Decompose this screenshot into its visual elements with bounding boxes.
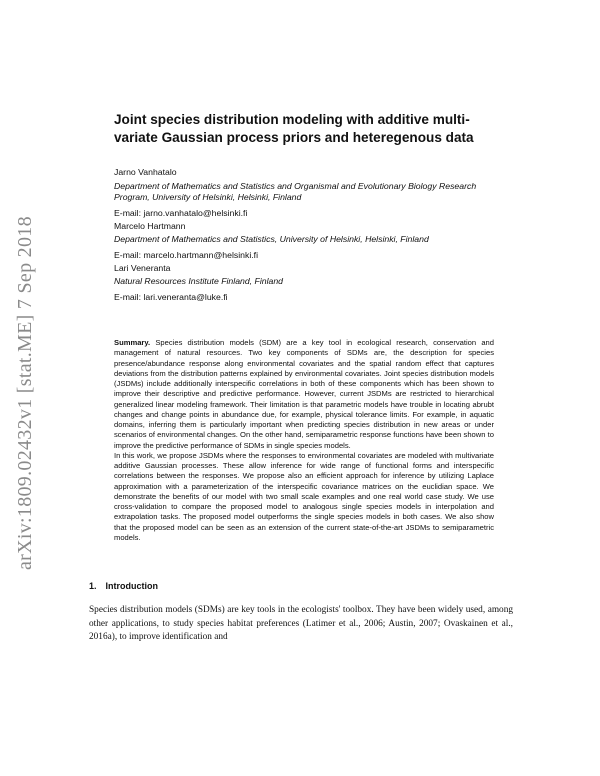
section-heading <box>89 581 158 591</box>
author-affiliation: Department of Mathematics and Statistics and Organismal and Evolutionary Biology Research Program, University of Helsinki, Helsinki, Finland <box>114 180 477 202</box>
abstract-text-1: Species distribution models (SDM) are a key tool in ecological research, conservation and management of natural resources. Two key components of SDMs are, the description for species presence/abundance response along environmental covariates and the spatial random effect that captures deviations from the distribution patterns explained by environmental covariates. Joint species distribution models (JSDMs) include additionally interspecific correlations in both of these components which has been shown to improve their descriptive and predictive performance. However, current JSDMs are restricted to hierarchical generalized linear modeling framework. Their limitation is that parametric models have trouble in locating abrubt changes and change points in abundance due, for example, physical tolerance limits. For example, in aquatic domains, inferring them is particularly important when predicting species distribution in new areas or under scenarios of environmental changes. On the other hand, semiparametric response functions have been shown to improve the predictive performance of SDMs in single species models. <box>114 338 494 450</box>
section-title: Introduction <box>105 581 159 591</box>
author-affiliation: Department of Mathematics and Statistics, University of Helsinki, Helsinki, Finland <box>114 234 429 244</box>
abstract-label: Summary. <box>114 338 151 347</box>
title-line-2: variate Gaussian process priors and heteregenous data <box>114 130 474 145</box>
author-block <box>114 262 494 304</box>
paper-title <box>114 111 494 147</box>
author-email: E-mail: marcelo.hartmann@helsinki.fi <box>114 249 259 260</box>
author-name: Marcelo Hartmann <box>114 220 186 231</box>
abstract-paragraph-1 <box>114 338 494 451</box>
section-number: 1. <box>89 581 97 591</box>
author-email: E-mail: lari.veneranta@luke.fi <box>114 291 228 302</box>
author-block <box>114 220 494 262</box>
author-name: Jarno Vanhatalo <box>114 167 177 177</box>
author-affiliation: Natural Resources Institute Finland, Finland <box>114 276 284 286</box>
author-list <box>114 166 494 304</box>
abstract-paragraph-2: In this work, we propose JSDMs where the responses to environmental covariates are modeled with multivariate additive Gaussian processes. These allow inference for wide range of functional forms and interspecific correlations between the responses. We propose also an efficient approach for inference by utilizing Laplace approximation with a parameterization of the interspecific covariance matrices on the euclidian space. We demonstrate the benefits of our model with two small scale examples and one real world case study. We use cross-validation to compare the proposed model to analogous single species models in interpolation and extrapolation tasks. The proposed model outperforms the single species models in both cases. We also show that the proposed model can be seen as an extension of the current state-of-the-art JSDMs to semiparametric models. <box>114 450 494 542</box>
arxiv-identifier-stamp: arXiv:1809.02432v1 [stat.ME] 7 Sep 2018 <box>14 216 36 570</box>
author-block <box>114 166 494 220</box>
author-name: Lari Veneranta <box>114 262 171 273</box>
abstract <box>114 338 494 543</box>
intro-paragraph: Species distribution models (SDMs) are key tools in the ecologists' toolbox. They have been widely used, among other applications, to study species habitat preferences (Latimer et al., 2006; Austin, 2007; Ovaskainen et al., 2016a), to improve identification and <box>89 605 513 642</box>
title-line-1: Joint species distribution modeling with additive multi- <box>114 112 470 127</box>
author-email: E-mail: jarno.vanhatalo@helsinki.fi <box>114 207 248 218</box>
